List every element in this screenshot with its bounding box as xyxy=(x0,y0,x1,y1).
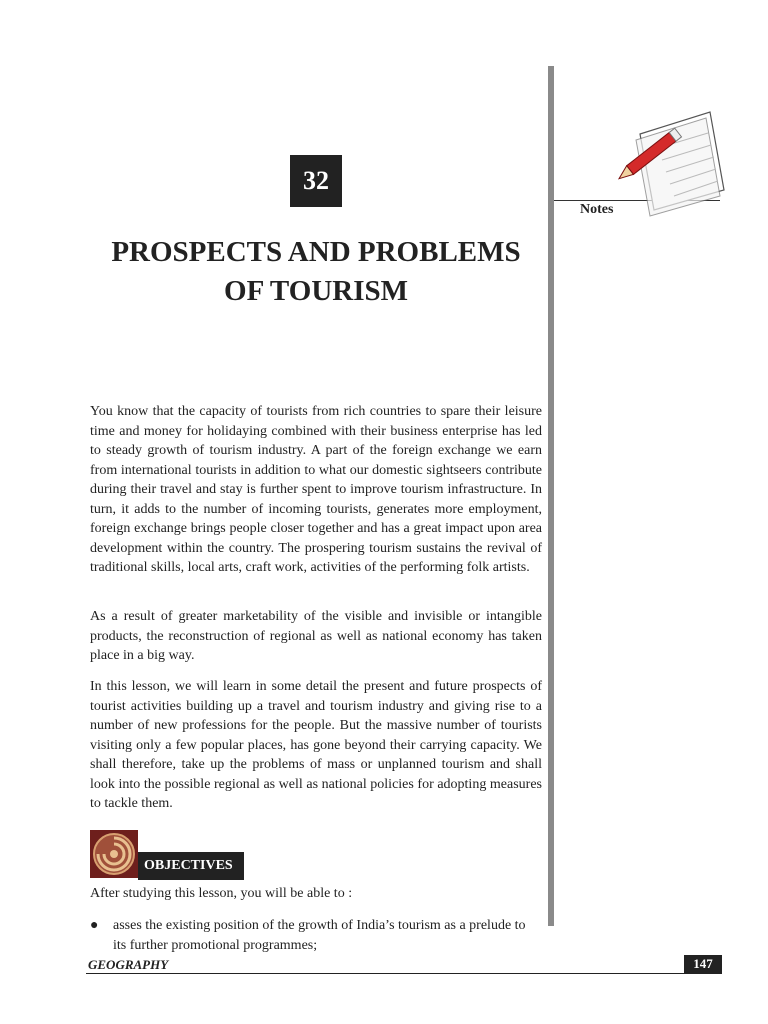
notepad-pencil-icon xyxy=(616,106,728,218)
intro-paragraph: You know that the capacity of tourists from rich countries to spare their leisure time and money for holidaying combined with their business enterprise has led to steady growth of tourism industry. A part of the foreign exchange we earn from international tourists in addition to what our domestic sightseers contribute during their travel and stay is further spent to improve tourism infrastructure. In turn, it adds to the number of incoming tourists, generates more employment, foreign exchange brings people closer together and has a great impact upon area development within the country. The prospering tourism sustains the revival of traditional skills, local arts, craft work, activities of the performing folk artists. xyxy=(90,404,542,575)
margin-rule xyxy=(548,66,554,926)
objectives-target-icon xyxy=(90,830,138,878)
footer-subject: GEOGRAPHY xyxy=(88,957,169,972)
chapter-title-line-1: PROSPECTS AND PROBLEMS xyxy=(111,236,521,268)
chapter-title-line-2: OF TOURISM xyxy=(224,275,408,307)
chapter-number: 32 xyxy=(290,155,342,207)
footer-rule xyxy=(86,973,722,974)
bullet-dot: ● xyxy=(90,918,99,933)
intro-paragraph: As a result of greater marketability of the visible and invisible or intangible products, the reconstruction of regional as well as national economy has taken place in a big way. xyxy=(90,609,542,663)
objectives-list-item xyxy=(90,916,542,955)
objectives-intro: After studying this lesson, you will be able to : xyxy=(90,886,353,901)
chapter-title xyxy=(90,233,542,311)
notes-label: Notes xyxy=(580,202,614,217)
objectives-heading: OBJECTIVES xyxy=(138,852,244,880)
intro-paragraph: In this lesson, we will learn in some detail the present and future prospects of tourist activities building up a travel and tourism industry and giving rise to a number of new professions for the people. But the massive number of tourists visiting only a few popular places, has gone beyond their carrying capacity. We shall therefore, take up the problems of mass or unplanned tourism and shall look into the possible regional as well as national policies for adopting measures to tackle them. xyxy=(90,679,542,811)
page-number: 147 xyxy=(684,955,722,973)
objective-text: asses the existing position of the growth of India’s tourism as a prelude to its further promotional programmes; xyxy=(113,918,526,953)
